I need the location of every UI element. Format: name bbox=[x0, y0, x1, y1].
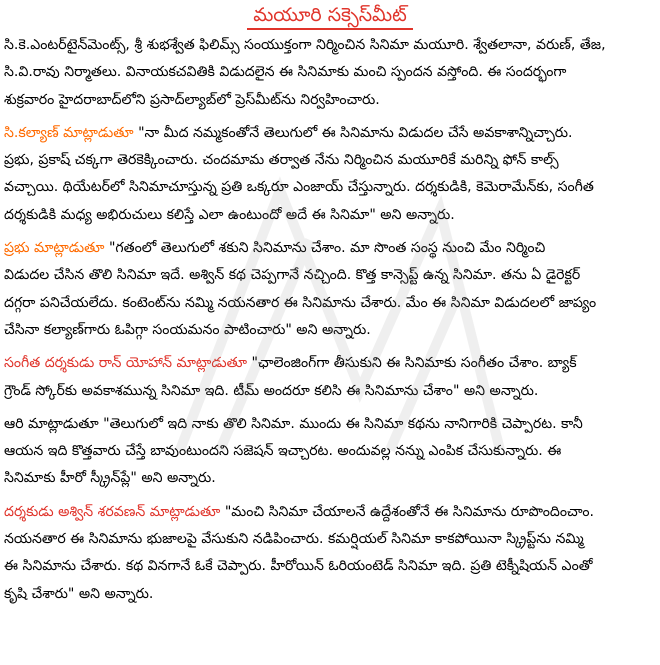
line-text: "నా మీద నమ్మకంతోనే తెలుగులో ఈ సినిమాను విడుదల చేసే అవకాశాన్నిచ్చారు. bbox=[138, 124, 573, 141]
text-line bbox=[4, 438, 656, 465]
line-text: "గతంలో తెలుగులో శకుని సినిమాను చేశాం. మా సొంత సంస్థ నుంచి మేం నిర్మించి bbox=[108, 240, 546, 257]
line-text: చేసినా కల్యాణ్‌గారు ఓపిగ్గా సంయమనం పాటించారు" అని అన్నారు. bbox=[4, 321, 371, 338]
paragraph bbox=[4, 235, 656, 344]
line-text: "ఛాలెంజింగ్‌గా తీసుకుని ఈ సినిమాకు సంగీతం చేశాం. బ్యాక్ bbox=[251, 355, 577, 372]
line-text: నయనతార ఈ సినిమాను భుజాలపై వేసుకుని నడిపించారు. కమర్షియల్ సినిమా కాకపోయినా స్క్రిప్ట్‌ను నమ్మి bbox=[4, 531, 584, 548]
line-text: దర్శకుడికి మధ్య అభిరుచులు కలిస్తే ఎలా ఉంటుందో అదే ఈ సినిమా" అని అన్నారు. bbox=[4, 206, 455, 223]
text-line bbox=[4, 262, 656, 289]
line-text: శుక్రవారం హైదరాబాద్‌లోని ప్రసాద్‌ల్యాబ్‌లో ప్రెస్‌మీట్‌ను నిర్వహించారు. bbox=[4, 91, 380, 108]
text-line bbox=[4, 87, 656, 114]
line-text: దగ్గరా పనిచేయలేదు. కంటెంట్‌ను నమ్మి నయనతార ఈ సినిమాను చేశారు. మేం ఈ సినిమా విడుదలలో జాప్యం bbox=[4, 294, 597, 311]
text-line bbox=[4, 499, 656, 526]
paragraph bbox=[4, 499, 656, 608]
line-text: వచ్చాయి. థియేటర్‌లో సినిమాచూస్తున్న ప్రతి ఒక్కరూ ఎంజాయ్ చేస్తున్నారు. దర్శకుడికి, కెమెరామేన్‌కు, సంగీత bbox=[4, 179, 594, 196]
speaker-name: దర్శకుడు అశ్విన్ శరవణన్ మాట్లాడుతూ bbox=[4, 503, 225, 520]
line-text: కృషి చేశారు" అని అన్నారు. bbox=[4, 585, 154, 602]
text-line bbox=[4, 290, 656, 317]
line-text: సినిమాకు హీరో స్క్రీన్‌ప్లే" అని అన్నారు. bbox=[4, 470, 216, 487]
paragraph bbox=[4, 120, 656, 229]
text-line bbox=[4, 378, 656, 405]
text-line bbox=[4, 174, 656, 201]
speaker-name: సి.కల్యాణ్ మాట్లాడుతూ bbox=[4, 124, 139, 141]
article-body bbox=[4, 32, 656, 608]
line-text: ఈ సినిమాను చేశారు. కథ వినగానే ఓకే చెప్పారు. హీరోయిన్ ఓరియంటెడ్ సినిమా ఇది. ప్రతి టెక్నీషియన్ ఎంతో bbox=[4, 558, 593, 575]
title-container bbox=[4, 2, 656, 32]
text-line bbox=[4, 553, 656, 580]
paragraph bbox=[4, 411, 656, 493]
line-text: సి.వి.రావు నిర్మాతలు. వినాయకచవితికి విడుదలైన ఈ సినిమాకు మంచి స్పందన వస్తోంది. ఈ సందర్భంగా bbox=[4, 64, 567, 81]
text-line bbox=[4, 411, 656, 438]
text-line bbox=[4, 465, 656, 492]
line-text: ఆరి మాట్లాడుతూ "తెలుగులో ఇది నాకు తొలి సినిమా. ముందు ఈ సినిమా కథను నానిగారికి చెప్పారట. కానీ bbox=[4, 415, 583, 432]
text-line bbox=[4, 581, 656, 608]
text-line bbox=[4, 59, 656, 86]
text-line bbox=[4, 350, 656, 377]
page-title: మయూరి సక్సెస్‌మీట్ bbox=[247, 2, 413, 30]
text-line bbox=[4, 235, 656, 262]
line-text: ఆయన ఇది కొత్తవారు చేస్తే బావుంటుందని సజెషన్ ఇచ్చారట. అందువల్ల నన్ను ఎంపిక చేసుకున్నారు. ఈ bbox=[4, 443, 562, 460]
text-line bbox=[4, 526, 656, 553]
speaker-name: ప్రభు మాట్లాడుతూ bbox=[4, 240, 109, 257]
line-text: గ్రౌండ్ స్కోర్‌కు అవకాశమున్న సినిమా ఇది. టీమ్ అందరూ కలిసి ఈ సినిమాను చేశాం" అని అన్నారు. bbox=[4, 382, 539, 399]
speaker-name: సంగీత దర్శకుడు రాన్ యోహాన్ మాట్లాడుతూ bbox=[4, 355, 252, 372]
text-line bbox=[4, 120, 656, 147]
paragraph bbox=[4, 32, 656, 114]
text-line bbox=[4, 202, 656, 229]
text-line bbox=[4, 32, 656, 59]
line-text: ప్రభు, ప్రకాష్ చక్కగా తెరకెక్కించారు. చందమామ తర్వాత నేను నిర్మించిన మయూరికే మరిన్ని ఫోన్ కాల్స్ bbox=[4, 152, 559, 169]
line-text: "మంచి సినిమా చేయాలనే ఉద్దేశంతోనే ఈ సినిమాను రూపొందించాం. bbox=[224, 503, 595, 520]
paragraph bbox=[4, 350, 656, 405]
line-text: విడుదల చేసిన తొలి సినిమా ఇదే. అశ్విన్ కథ చెప్పగానే నచ్చింది. కొత్త కాన్సెప్ట్ ఉన్న సినిమా. తను ఏ డైరెక్టర్ bbox=[4, 267, 581, 284]
line-text: సి.కె.ఎంటర్‌టైన్‌మెంట్స్, శ్రీ శుభశ్వేత ఫిలిమ్స్ సంయుక్తంగా నిర్మించిన సినిమా మయూరి. శ్వేతలానా, వరుణ్, తేజ, bbox=[4, 37, 606, 53]
text-line bbox=[4, 317, 656, 344]
text-line bbox=[4, 147, 656, 174]
